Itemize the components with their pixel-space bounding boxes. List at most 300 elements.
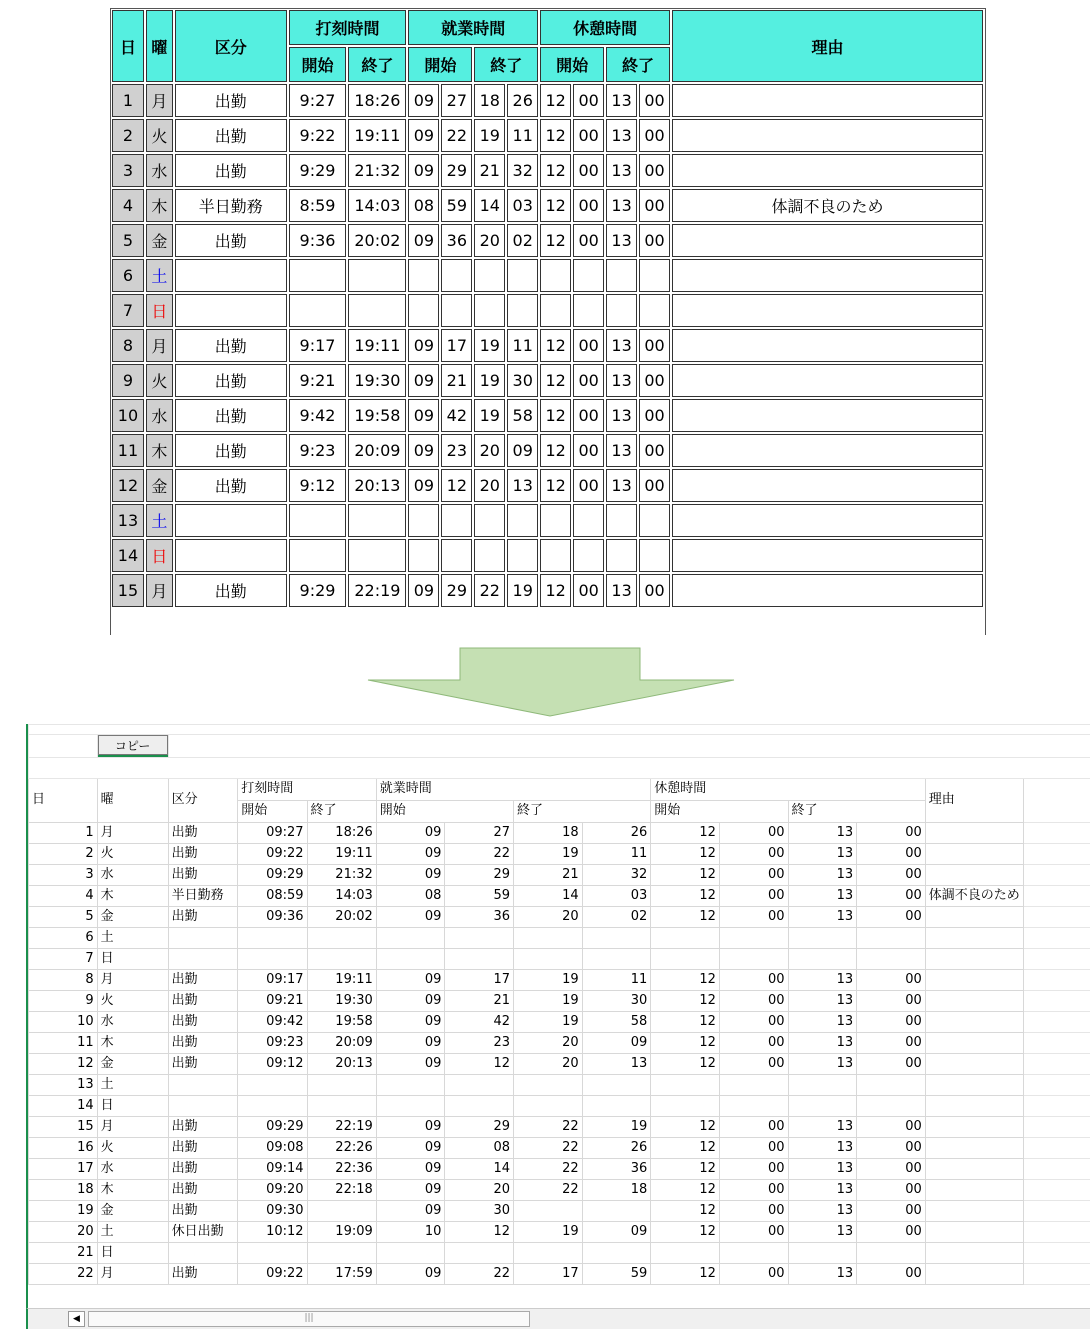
sheet-cell[interactable] bbox=[1023, 1263, 1090, 1284]
sheet-cell[interactable] bbox=[651, 1074, 720, 1095]
sheet-cell[interactable]: 13 bbox=[788, 1158, 857, 1179]
sheet-cell[interactable]: 00 bbox=[719, 906, 788, 927]
sheet-cell[interactable]: 13 bbox=[788, 822, 857, 843]
sheet-cell[interactable] bbox=[168, 927, 238, 948]
sheet-cell[interactable] bbox=[376, 1074, 445, 1095]
sheet-cell[interactable]: 09:27 bbox=[238, 822, 307, 843]
sheet-cell[interactable]: 12 bbox=[445, 1221, 514, 1242]
sheet-cell[interactable]: 19 bbox=[514, 1011, 583, 1032]
sheet-cell[interactable] bbox=[925, 906, 1023, 927]
sheet-cell[interactable]: 09:23 bbox=[238, 1032, 307, 1053]
sheet-header-work-end[interactable]: 終了 bbox=[514, 800, 651, 822]
sheet-cell[interactable] bbox=[925, 948, 1023, 969]
sheet-cell[interactable]: 金 bbox=[97, 1200, 168, 1221]
sheet-cell[interactable]: 13 bbox=[582, 1053, 651, 1074]
sheet-cell[interactable]: 13 bbox=[788, 1179, 857, 1200]
sheet-cell[interactable]: 00 bbox=[719, 1116, 788, 1137]
sheet-cell[interactable]: 13 bbox=[788, 990, 857, 1011]
sheet-cell[interactable]: 土 bbox=[97, 1074, 168, 1095]
sheet-cell[interactable]: 09:21 bbox=[238, 990, 307, 1011]
sheet-cell[interactable]: 00 bbox=[857, 990, 926, 1011]
sheet-cell[interactable] bbox=[1023, 969, 1090, 990]
sheet-cell[interactable]: 14:03 bbox=[307, 885, 376, 906]
sheet-cell[interactable]: 00 bbox=[719, 990, 788, 1011]
sheet-cell[interactable] bbox=[238, 948, 307, 969]
horizontal-scrollbar[interactable] bbox=[26, 1308, 1090, 1329]
sheet-cell[interactable] bbox=[651, 948, 720, 969]
sheet-cell[interactable]: 9 bbox=[29, 990, 98, 1011]
sheet-cell[interactable] bbox=[307, 948, 376, 969]
sheet-cell[interactable]: 27 bbox=[445, 822, 514, 843]
sheet-cell[interactable]: 体調不良のため bbox=[925, 885, 1023, 906]
sheet-cell[interactable]: 00 bbox=[857, 822, 926, 843]
sheet-cell[interactable]: 22 bbox=[29, 1263, 98, 1284]
sheet-cell[interactable]: 13 bbox=[788, 969, 857, 990]
sheet-cell[interactable]: 09 bbox=[582, 1221, 651, 1242]
sheet-cell[interactable] bbox=[857, 1074, 926, 1095]
sheet-cell[interactable] bbox=[376, 1095, 445, 1116]
sheet-cell[interactable]: 20 bbox=[514, 906, 583, 927]
sheet-cell[interactable]: 13 bbox=[788, 1221, 857, 1242]
sheet-cell[interactable]: 火 bbox=[97, 1137, 168, 1158]
sheet-cell[interactable] bbox=[1023, 1074, 1090, 1095]
sheet-cell[interactable]: 20 bbox=[514, 1053, 583, 1074]
sheet-cell[interactable]: 00 bbox=[719, 969, 788, 990]
sheet-header-work-start[interactable]: 開始 bbox=[376, 800, 513, 822]
sheet-cell[interactable] bbox=[925, 822, 1023, 843]
sheet-cell[interactable]: 出勤 bbox=[168, 906, 238, 927]
sheet-cell[interactable]: 09:36 bbox=[238, 906, 307, 927]
sheet-cell[interactable] bbox=[925, 927, 1023, 948]
sheet-cell[interactable] bbox=[514, 1074, 583, 1095]
sheet-cell[interactable]: 12 bbox=[651, 885, 720, 906]
sheet-cell[interactable]: 09:42 bbox=[238, 1011, 307, 1032]
sheet-cell[interactable]: 10 bbox=[376, 1221, 445, 1242]
sheet-cell[interactable] bbox=[925, 1011, 1023, 1032]
sheet-cell[interactable]: 12 bbox=[651, 843, 720, 864]
sheet-cell[interactable]: 09:20 bbox=[238, 1179, 307, 1200]
sheet-cell[interactable]: 20:13 bbox=[307, 1053, 376, 1074]
sheet-cell[interactable] bbox=[925, 1242, 1023, 1263]
sheet-cell[interactable]: 20:09 bbox=[307, 1032, 376, 1053]
sheet-cell[interactable]: 10 bbox=[29, 1011, 98, 1032]
sheet-header-stamp-end[interactable]: 終了 bbox=[307, 800, 376, 822]
sheet-cell[interactable]: 19:58 bbox=[307, 1011, 376, 1032]
sheet-cell[interactable]: 13 bbox=[788, 843, 857, 864]
sheet-cell[interactable]: 木 bbox=[97, 1032, 168, 1053]
sheet-header-work-time[interactable]: 就業時間 bbox=[376, 778, 651, 800]
sheet-header-break-time[interactable]: 休憩時間 bbox=[651, 778, 926, 800]
sheet-cell[interactable]: 土 bbox=[97, 1221, 168, 1242]
sheet-cell[interactable] bbox=[788, 1095, 857, 1116]
sheet-cell[interactable] bbox=[307, 927, 376, 948]
sheet-cell[interactable] bbox=[1023, 1242, 1090, 1263]
sheet-cell[interactable]: 09 bbox=[376, 1116, 445, 1137]
sheet-cell[interactable]: 13 bbox=[788, 1011, 857, 1032]
sheet-cell[interactable]: 12 bbox=[651, 1200, 720, 1221]
sheet-cell[interactable] bbox=[445, 927, 514, 948]
sheet-cell[interactable]: 12 bbox=[651, 906, 720, 927]
sheet-cell[interactable]: 09 bbox=[376, 969, 445, 990]
sheet-cell[interactable]: 22:26 bbox=[307, 1137, 376, 1158]
sheet-cell[interactable]: 20:02 bbox=[307, 906, 376, 927]
sheet-cell[interactable] bbox=[307, 1242, 376, 1263]
sheet-cell[interactable]: 12 bbox=[651, 1158, 720, 1179]
sheet-cell[interactable] bbox=[376, 1242, 445, 1263]
sheet-cell[interactable]: 13 bbox=[788, 864, 857, 885]
sheet-cell[interactable]: 19 bbox=[582, 1116, 651, 1137]
sheet-cell[interactable]: 休日出勤 bbox=[168, 1221, 238, 1242]
sheet-cell[interactable] bbox=[857, 948, 926, 969]
sheet-cell[interactable]: 13 bbox=[788, 885, 857, 906]
sheet-cell[interactable]: 09 bbox=[376, 1158, 445, 1179]
sheet-cell[interactable]: 09:12 bbox=[238, 1053, 307, 1074]
sheet-cell[interactable]: 12 bbox=[651, 1263, 720, 1284]
sheet-cell[interactable]: 19 bbox=[514, 969, 583, 990]
sheet-cell[interactable]: 08:59 bbox=[238, 885, 307, 906]
sheet-cell[interactable]: 金 bbox=[97, 906, 168, 927]
sheet-cell[interactable]: 19:11 bbox=[307, 969, 376, 990]
sheet-cell[interactable] bbox=[857, 927, 926, 948]
sheet-cell[interactable] bbox=[1023, 1137, 1090, 1158]
sheet-cell[interactable]: 00 bbox=[719, 1158, 788, 1179]
sheet-cell[interactable]: 00 bbox=[857, 1263, 926, 1284]
sheet-cell[interactable]: 19:09 bbox=[307, 1221, 376, 1242]
sheet-cell[interactable]: 13 bbox=[788, 1200, 857, 1221]
sheet-cell[interactable] bbox=[582, 948, 651, 969]
sheet-cell[interactable]: 21 bbox=[514, 864, 583, 885]
sheet-cell[interactable]: 00 bbox=[719, 1221, 788, 1242]
sheet-cell[interactable]: 22 bbox=[514, 1158, 583, 1179]
sheet-header-weekday[interactable]: 曜 bbox=[97, 778, 168, 822]
sheet-cell[interactable]: 水 bbox=[97, 1011, 168, 1032]
sheet-cell[interactable] bbox=[925, 1116, 1023, 1137]
sheet-cell[interactable]: 12 bbox=[651, 1221, 720, 1242]
sheet-cell[interactable]: 09 bbox=[376, 1179, 445, 1200]
sheet-cell[interactable]: 17 bbox=[445, 969, 514, 990]
sheet-cell[interactable]: 木 bbox=[97, 1179, 168, 1200]
sheet-cell[interactable] bbox=[788, 1242, 857, 1263]
sheet-cell[interactable]: 12 bbox=[651, 1116, 720, 1137]
sheet-cell[interactable] bbox=[307, 1200, 376, 1221]
sheet-cell[interactable]: 日 bbox=[97, 948, 168, 969]
sheet-cell[interactable]: 14 bbox=[445, 1158, 514, 1179]
sheet-cell[interactable]: 00 bbox=[857, 969, 926, 990]
sheet-cell[interactable]: 09:14 bbox=[238, 1158, 307, 1179]
sheet-cell[interactable]: 火 bbox=[97, 843, 168, 864]
sheet-cell[interactable]: 09 bbox=[376, 1200, 445, 1221]
sheet-cell[interactable]: 00 bbox=[719, 1179, 788, 1200]
sheet-cell[interactable] bbox=[651, 1095, 720, 1116]
sheet-cell[interactable]: 20 bbox=[445, 1179, 514, 1200]
sheet-cell[interactable]: 00 bbox=[857, 1011, 926, 1032]
sheet-cell[interactable] bbox=[1023, 1011, 1090, 1032]
sheet-cell[interactable]: 00 bbox=[857, 885, 926, 906]
sheet-cell[interactable]: 09 bbox=[376, 1032, 445, 1053]
sheet-cell[interactable] bbox=[168, 1242, 238, 1263]
sheet-cell[interactable] bbox=[925, 1179, 1023, 1200]
sheet-cell[interactable] bbox=[925, 1137, 1023, 1158]
copy-button[interactable]: コピー bbox=[98, 735, 168, 755]
sheet-cell[interactable] bbox=[925, 1263, 1023, 1284]
sheet-cell[interactable]: 12 bbox=[651, 864, 720, 885]
sheet-cell[interactable]: 00 bbox=[719, 843, 788, 864]
sheet-cell[interactable]: 00 bbox=[857, 1179, 926, 1200]
sheet-cell[interactable] bbox=[719, 948, 788, 969]
sheet-cell[interactable] bbox=[788, 927, 857, 948]
sheet-cell[interactable]: 14 bbox=[29, 1095, 98, 1116]
sheet-cell[interactable]: 10:12 bbox=[238, 1221, 307, 1242]
sheet-cell[interactable]: 09 bbox=[376, 864, 445, 885]
sheet-cell[interactable]: 00 bbox=[719, 1053, 788, 1074]
sheet-cell[interactable]: 19 bbox=[514, 1221, 583, 1242]
sheet-cell[interactable]: 09:29 bbox=[238, 864, 307, 885]
sheet-cell[interactable]: 22:36 bbox=[307, 1158, 376, 1179]
sheet-cell[interactable]: 00 bbox=[719, 885, 788, 906]
sheet-cell[interactable] bbox=[238, 1074, 307, 1095]
sheet-cell[interactable] bbox=[582, 1200, 651, 1221]
sheet-header-stamp-start[interactable]: 開始 bbox=[238, 800, 307, 822]
sheet-cell[interactable]: 13 bbox=[788, 1116, 857, 1137]
sheet-cell[interactable]: 1 bbox=[29, 822, 98, 843]
sheet-cell[interactable]: 09 bbox=[376, 1137, 445, 1158]
sheet-cell[interactable]: 00 bbox=[719, 1137, 788, 1158]
sheet-cell[interactable]: 09 bbox=[376, 1263, 445, 1284]
sheet-cell[interactable]: 木 bbox=[97, 885, 168, 906]
sheet-cell[interactable]: 00 bbox=[719, 864, 788, 885]
sheet-cell[interactable]: 00 bbox=[719, 1263, 788, 1284]
sheet-cell[interactable] bbox=[445, 1074, 514, 1095]
sheet-cell[interactable] bbox=[168, 735, 1090, 758]
sheet-empty-row[interactable] bbox=[29, 757, 1090, 778]
sheet-cell[interactable]: 09 bbox=[582, 1032, 651, 1053]
sheet-cell[interactable]: 11 bbox=[29, 1032, 98, 1053]
sheet-cell[interactable]: 7 bbox=[29, 948, 98, 969]
sheet-cell[interactable]: 00 bbox=[857, 1137, 926, 1158]
sheet-cell[interactable] bbox=[1023, 990, 1090, 1011]
sheet-cell[interactable] bbox=[925, 1053, 1023, 1074]
sheet-cell[interactable]: 出勤 bbox=[168, 990, 238, 1011]
sheet-cell[interactable] bbox=[925, 990, 1023, 1011]
sheet-cell[interactable]: 13 bbox=[788, 1053, 857, 1074]
sheet-cell[interactable] bbox=[582, 927, 651, 948]
sheet-cell[interactable]: 12 bbox=[651, 969, 720, 990]
sheet-cell[interactable] bbox=[1023, 1221, 1090, 1242]
sheet-cell[interactable]: 水 bbox=[97, 864, 168, 885]
sheet-cell[interactable]: 出勤 bbox=[168, 1200, 238, 1221]
sheet-cell[interactable]: 13 bbox=[788, 1263, 857, 1284]
sheet-cell[interactable]: 出勤 bbox=[168, 843, 238, 864]
sheet-cell[interactable]: 08 bbox=[376, 885, 445, 906]
sheet-cell[interactable]: 08 bbox=[445, 1137, 514, 1158]
sheet-cell[interactable]: 09:22 bbox=[238, 843, 307, 864]
sheet-cell[interactable]: 09 bbox=[376, 843, 445, 864]
sheet-cell[interactable] bbox=[1023, 778, 1090, 822]
sheet-cell[interactable] bbox=[1023, 885, 1090, 906]
sheet-cell[interactable]: 出勤 bbox=[168, 1116, 238, 1137]
sheet-cell[interactable] bbox=[376, 927, 445, 948]
sheet-cell[interactable]: 58 bbox=[582, 1011, 651, 1032]
sheet-cell[interactable]: 09:30 bbox=[238, 1200, 307, 1221]
sheet-cell[interactable] bbox=[1023, 843, 1090, 864]
sheet-cell[interactable]: 00 bbox=[857, 1032, 926, 1053]
sheet-cell[interactable] bbox=[168, 1095, 238, 1116]
sheet-header-category[interactable]: 区分 bbox=[168, 778, 238, 822]
sheet-cell[interactable]: 00 bbox=[719, 822, 788, 843]
sheet-cell[interactable]: 17 bbox=[29, 1158, 98, 1179]
sheet-cell[interactable]: 26 bbox=[582, 822, 651, 843]
sheet-cell[interactable]: 8 bbox=[29, 969, 98, 990]
sheet-cell[interactable]: 16 bbox=[29, 1137, 98, 1158]
sheet-cell[interactable]: 21:32 bbox=[307, 864, 376, 885]
sheet-cell[interactable]: 12 bbox=[651, 1179, 720, 1200]
sheet-cell[interactable] bbox=[925, 1032, 1023, 1053]
sheet-cell[interactable] bbox=[1023, 822, 1090, 843]
sheet-cell[interactable]: 3 bbox=[29, 864, 98, 885]
sheet-cell[interactable] bbox=[582, 1242, 651, 1263]
sheet-cell[interactable] bbox=[514, 1242, 583, 1263]
sheet-cell[interactable] bbox=[651, 927, 720, 948]
sheet-header-stamp-time[interactable]: 打刻時間 bbox=[238, 778, 376, 800]
sheet-cell[interactable]: 水 bbox=[97, 1158, 168, 1179]
sheet-cell[interactable] bbox=[445, 1095, 514, 1116]
sheet-cell[interactable]: 火 bbox=[97, 990, 168, 1011]
sheet-cell[interactable]: 18 bbox=[582, 1179, 651, 1200]
sheet-cell[interactable] bbox=[238, 1095, 307, 1116]
scroll-left-icon[interactable]: ◀ bbox=[68, 1311, 85, 1327]
sheet-cell[interactable] bbox=[1023, 927, 1090, 948]
sheet-cell[interactable]: 出勤 bbox=[168, 864, 238, 885]
sheet-cell[interactable]: 23 bbox=[445, 1032, 514, 1053]
sheet-cell[interactable] bbox=[788, 1074, 857, 1095]
sheet-cell[interactable] bbox=[925, 1221, 1023, 1242]
sheet-cell[interactable]: 26 bbox=[582, 1137, 651, 1158]
sheet-cell[interactable] bbox=[1023, 906, 1090, 927]
sheet-cell[interactable]: 00 bbox=[857, 1221, 926, 1242]
sheet-cell[interactable] bbox=[168, 1074, 238, 1095]
sheet-cell[interactable]: 00 bbox=[719, 1200, 788, 1221]
sheet-cell[interactable] bbox=[1023, 1095, 1090, 1116]
sheet-cell[interactable]: 出勤 bbox=[168, 969, 238, 990]
sheet-cell[interactable]: 09 bbox=[376, 1011, 445, 1032]
sheet-cell[interactable] bbox=[857, 1242, 926, 1263]
sheet-cell[interactable]: 11 bbox=[582, 969, 651, 990]
sheet-cell[interactable]: 17 bbox=[514, 1263, 583, 1284]
sheet-cell[interactable]: 59 bbox=[582, 1263, 651, 1284]
sheet-cell[interactable] bbox=[719, 1242, 788, 1263]
sheet-cell[interactable] bbox=[651, 1242, 720, 1263]
sheet-cell[interactable] bbox=[168, 948, 238, 969]
sheet-cell[interactable]: 出勤 bbox=[168, 1053, 238, 1074]
sheet-cell[interactable]: 19:30 bbox=[307, 990, 376, 1011]
sheet-cell[interactable] bbox=[514, 927, 583, 948]
sheet-cell[interactable] bbox=[925, 1074, 1023, 1095]
sheet-cell[interactable]: 22 bbox=[514, 1116, 583, 1137]
sheet-cell[interactable]: 30 bbox=[445, 1200, 514, 1221]
sheet-cell[interactable]: 00 bbox=[857, 1053, 926, 1074]
sheet-cell[interactable]: 13 bbox=[788, 1137, 857, 1158]
sheet-cell[interactable] bbox=[1023, 948, 1090, 969]
sheet-cell[interactable]: 21 bbox=[445, 990, 514, 1011]
sheet-cell[interactable] bbox=[29, 735, 98, 758]
sheet-cell[interactable] bbox=[238, 1242, 307, 1263]
sheet-cell[interactable] bbox=[925, 969, 1023, 990]
sheet-cell[interactable]: 19:11 bbox=[307, 843, 376, 864]
sheet-cell[interactable]: 29 bbox=[445, 1116, 514, 1137]
sheet-cell[interactable] bbox=[238, 927, 307, 948]
sheet-cell[interactable]: 22:18 bbox=[307, 1179, 376, 1200]
sheet-cell[interactable]: 20 bbox=[29, 1221, 98, 1242]
sheet-cell[interactable]: 20 bbox=[514, 1032, 583, 1053]
sheet-cell[interactable]: 11 bbox=[582, 843, 651, 864]
sheet-cell[interactable] bbox=[788, 948, 857, 969]
sheet-cell[interactable]: 30 bbox=[582, 990, 651, 1011]
sheet-header-break-start[interactable]: 開始 bbox=[651, 800, 788, 822]
sheet-cell[interactable]: 出勤 bbox=[168, 1179, 238, 1200]
sheet-cell[interactable] bbox=[514, 1200, 583, 1221]
sheet-cell[interactable]: 29 bbox=[445, 864, 514, 885]
sheet-cell[interactable]: 00 bbox=[857, 1116, 926, 1137]
sheet-cell[interactable]: 09:22 bbox=[238, 1263, 307, 1284]
sheet-cell[interactable] bbox=[376, 948, 445, 969]
sheet-cell[interactable]: 日 bbox=[97, 1095, 168, 1116]
sheet-cell[interactable] bbox=[514, 1095, 583, 1116]
sheet-header-reason[interactable]: 理由 bbox=[925, 778, 1023, 822]
sheet-cell[interactable] bbox=[925, 1158, 1023, 1179]
sheet-cell[interactable]: 12 bbox=[651, 1053, 720, 1074]
sheet-cell[interactable] bbox=[445, 948, 514, 969]
sheet-cell[interactable] bbox=[582, 1095, 651, 1116]
sheet-cell[interactable]: 半日勤務 bbox=[168, 885, 238, 906]
sheet-cell[interactable]: 03 bbox=[582, 885, 651, 906]
sheet-cell[interactable]: 22:19 bbox=[307, 1116, 376, 1137]
sheet-cell[interactable]: 18 bbox=[29, 1179, 98, 1200]
sheet-cell[interactable]: 金 bbox=[97, 1053, 168, 1074]
sheet-cell[interactable]: 15 bbox=[29, 1116, 98, 1137]
sheet-cell[interactable] bbox=[1023, 864, 1090, 885]
sheet-cell[interactable]: 出勤 bbox=[168, 1158, 238, 1179]
sheet-cell[interactable]: 12 bbox=[651, 822, 720, 843]
sheet-cell[interactable] bbox=[582, 1074, 651, 1095]
sheet-header-break-end[interactable]: 終了 bbox=[788, 800, 925, 822]
sheet-cell[interactable] bbox=[857, 1095, 926, 1116]
sheet-cell[interactable]: 12 bbox=[651, 1032, 720, 1053]
sheet-cell[interactable]: 00 bbox=[857, 1158, 926, 1179]
sheet-cell[interactable]: 19 bbox=[29, 1200, 98, 1221]
sheet-cell[interactable]: 09:17 bbox=[238, 969, 307, 990]
sheet-cell[interactable]: 00 bbox=[857, 906, 926, 927]
sheet-cell[interactable]: 月 bbox=[97, 822, 168, 843]
sheet-cell[interactable]: 22 bbox=[445, 843, 514, 864]
sheet-cell[interactable]: 09 bbox=[376, 1053, 445, 1074]
sheet-cell[interactable] bbox=[925, 843, 1023, 864]
sheet-cell[interactable] bbox=[925, 864, 1023, 885]
sheet-cell[interactable] bbox=[925, 1200, 1023, 1221]
sheet-cell[interactable]: 13 bbox=[788, 1032, 857, 1053]
sheet-cell[interactable]: 22 bbox=[514, 1179, 583, 1200]
sheet-cell[interactable] bbox=[1023, 1053, 1090, 1074]
sheet-cell[interactable]: 09 bbox=[376, 906, 445, 927]
sheet-cell[interactable]: 13 bbox=[788, 906, 857, 927]
sheet-cell[interactable]: 12 bbox=[651, 1137, 720, 1158]
sheet-cell[interactable]: 00 bbox=[857, 843, 926, 864]
sheet-cell[interactable] bbox=[719, 1095, 788, 1116]
sheet-cell[interactable]: 13 bbox=[29, 1074, 98, 1095]
sheet-cell[interactable] bbox=[307, 1095, 376, 1116]
sheet-cell[interactable]: 12 bbox=[651, 990, 720, 1011]
sheet-cell[interactable]: 19 bbox=[514, 990, 583, 1011]
sheet-cell[interactable]: 00 bbox=[857, 864, 926, 885]
